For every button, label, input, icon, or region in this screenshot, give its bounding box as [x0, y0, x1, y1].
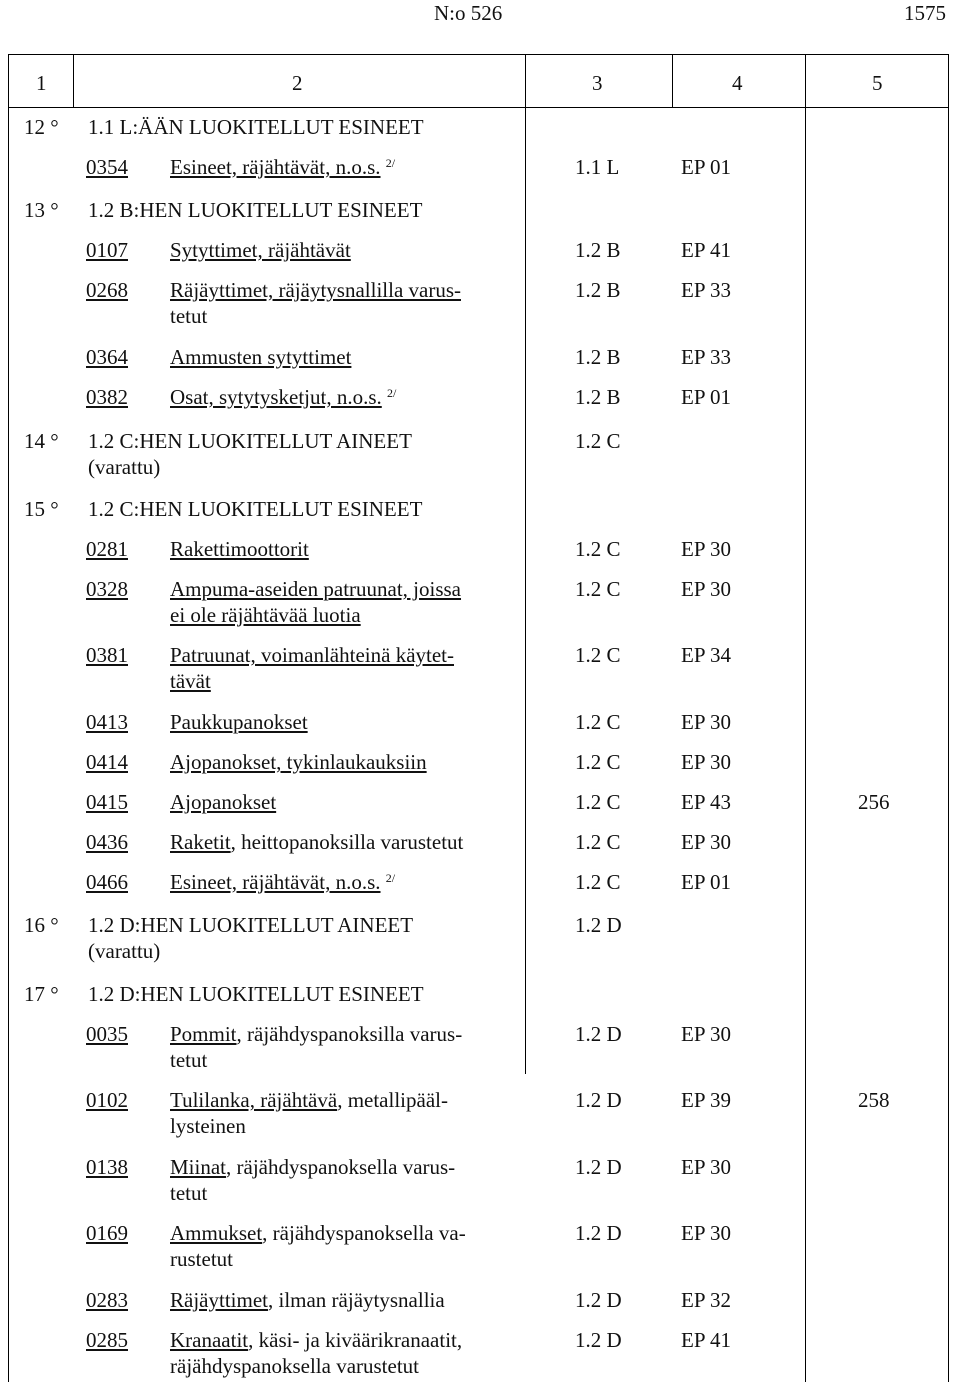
classification-code: 1.2 D: [575, 1221, 622, 1245]
packing-code: EP 30: [681, 1022, 731, 1046]
un-number: 0413: [86, 710, 128, 734]
reference-number: 256: [858, 790, 890, 814]
un-number: 0285: [86, 1328, 128, 1352]
section-class: 1.2 D: [575, 913, 622, 937]
item-description: [170, 536, 314, 562]
classification-code: 1.2 C: [575, 790, 621, 814]
item-description: [170, 277, 466, 303]
item-description-text: Rakettimoottorit: [170, 537, 309, 561]
item-description-text: Osat, sytytysketjut, n.o.s.: [170, 385, 382, 409]
item-description-underlined: Tulilanka, räjähtävä: [170, 1088, 338, 1112]
classification-code: 1.2 C: [575, 710, 621, 734]
item-description-text: Sytyttimet, räjähtävät: [170, 238, 351, 262]
item-description: [170, 709, 313, 735]
item-description: [170, 869, 395, 895]
packing-code: EP 30: [681, 750, 731, 774]
un-number: 0354: [86, 155, 128, 179]
item-description-rest: , räjähdyspanoksella va-: [262, 1221, 466, 1245]
classification-code: 1.2 D: [575, 1288, 622, 1312]
table-frame: [8, 54, 949, 1382]
classification-code: 1.2 C: [575, 537, 621, 561]
section-number: 14 °: [24, 429, 59, 453]
classification-code: 1.2 C: [575, 750, 621, 774]
section-number: 17 °: [24, 982, 59, 1006]
item-description: [170, 1327, 467, 1353]
item-description: [170, 1087, 453, 1113]
un-number: 0436: [86, 830, 128, 854]
un-number: 0283: [86, 1288, 128, 1312]
classification-code: 1.2 C: [575, 643, 621, 667]
un-number: 0415: [86, 790, 128, 814]
packing-code: EP 43: [681, 790, 731, 814]
section-number: 12 °: [24, 115, 59, 139]
item-description: [170, 344, 357, 370]
item-description: [170, 1287, 450, 1313]
classification-code: 1.2 D: [575, 1328, 622, 1352]
page-number: 1575: [904, 1, 946, 25]
section-title: 1.2 C:HEN LUOKITELLUT ESINEET: [88, 497, 423, 521]
item-description-text: Esineet, räjähtävät, n.o.s.: [170, 870, 381, 894]
page-header-left: N:o 526: [434, 1, 503, 25]
item-description-text: Ammusten sytyttimet: [170, 345, 352, 369]
classification-code: 1.2 B: [575, 238, 621, 262]
un-number: 0381: [86, 643, 128, 667]
packing-code: EP 30: [681, 1221, 731, 1245]
footnote-ref: 2/: [385, 871, 396, 885]
section-number: 15 °: [24, 497, 59, 521]
item-description-rest: , räjähdyspanoksella varus-: [226, 1155, 456, 1179]
item-description-cont: tetut: [170, 1048, 208, 1072]
item-description-cont: rustetut: [170, 1247, 233, 1271]
item-description: [170, 789, 281, 815]
col-divider: [73, 54, 74, 107]
un-number: 0102: [86, 1088, 128, 1112]
classification-code: 1.2 C: [575, 830, 621, 854]
item-description: [170, 1154, 460, 1180]
un-number: 0107: [86, 238, 128, 262]
item-description-text: Ampuma-aseiden patruunat, joissa: [170, 577, 462, 601]
packing-code: EP 01: [681, 155, 731, 179]
item-description-cont: tetut: [170, 304, 208, 328]
packing-code: EP 30: [681, 830, 731, 854]
col-divider: [805, 54, 806, 1382]
un-number: 0414: [86, 750, 128, 774]
packing-code: EP 30: [681, 537, 731, 561]
section-title-note: (varattu): [88, 455, 161, 479]
section-number: 16 °: [24, 913, 59, 937]
item-description-underlined: Räjäyttimet: [170, 1288, 268, 1312]
packing-code: EP 34: [681, 643, 731, 667]
col-divider: [525, 54, 526, 1074]
column-header: 2: [292, 71, 303, 95]
footnote-ref: 2/: [385, 156, 396, 170]
item-description-cont: lysteinen: [170, 1114, 246, 1138]
item-description-underlined: Miinat: [170, 1155, 226, 1179]
item-description-cont: tetut: [170, 1181, 208, 1205]
item-description-rest: , metallipääl-: [337, 1088, 448, 1112]
packing-code: EP 01: [681, 385, 731, 409]
column-header: 5: [872, 71, 883, 95]
classification-code: 1.2 C: [575, 870, 621, 894]
section-number: 13 °: [24, 198, 59, 222]
un-number: 0138: [86, 1155, 128, 1179]
section-title: 1.1 L:ÄÄN LUOKITELLUT ESINEET: [88, 115, 424, 139]
packing-code: EP 32: [681, 1288, 731, 1312]
packing-code: EP 30: [681, 577, 731, 601]
un-number: 0382: [86, 385, 128, 409]
classification-code: 1.2 D: [575, 1155, 622, 1179]
section-title: 1.2 D:HEN LUOKITELLUT ESINEET: [88, 982, 424, 1006]
section-title: 1.2 B:HEN LUOKITELLUT ESINEET: [88, 198, 423, 222]
item-description: [170, 576, 466, 602]
item-description-text: Ajopanokset: [170, 790, 277, 814]
item-description-text: Esineet, räjähtävät, n.o.s.: [170, 155, 381, 179]
section-title: 1.2 D:HEN LUOKITELLUT AINEET: [88, 913, 414, 937]
item-description-cont: ei ole räjähtävää luotia: [170, 603, 361, 627]
packing-code: EP 33: [681, 278, 731, 302]
item-description-text: Patruunat, voimanlähteinä käytet-: [170, 643, 454, 667]
item-description-text: Räjäyttimet, räjäytysnallilla varus-: [170, 278, 461, 302]
item-description-underlined: Kranaatit: [170, 1328, 249, 1352]
reference-number: 258: [858, 1088, 890, 1112]
packing-code: EP 33: [681, 345, 731, 369]
item-description-text: Paukkupanokset: [170, 710, 308, 734]
classification-code: 1.2 D: [575, 1022, 622, 1046]
packing-code: EP 30: [681, 1155, 731, 1179]
packing-code: EP 01: [681, 870, 731, 894]
un-number: 0328: [86, 577, 128, 601]
item-description-cont: tävät: [170, 669, 211, 693]
classification-code: 1.2 B: [575, 278, 621, 302]
item-description-underlined: Raketit: [170, 830, 231, 854]
col-divider: [672, 54, 673, 107]
packing-code: EP 41: [681, 1328, 731, 1352]
packing-code: EP 30: [681, 710, 731, 734]
item-description: [170, 1021, 467, 1047]
section-title-note: (varattu): [88, 939, 161, 963]
item-description-underlined: Ammukset: [170, 1221, 263, 1245]
column-header: 3: [592, 71, 603, 95]
classification-code: 1.2 B: [575, 345, 621, 369]
item-description: [170, 749, 432, 775]
classification-code: 1.2 B: [575, 385, 621, 409]
item-description-rest: , ilman räjäytysnallia: [267, 1288, 445, 1312]
item-description-text: Ajopanokset, tykinlaukauksiin: [170, 750, 427, 774]
un-number: 0169: [86, 1221, 128, 1245]
item-description-cont: räjähdyspanoksella varustetut: [170, 1354, 420, 1378]
section-class: 1.2 C: [575, 429, 621, 453]
footnote-ref: 2/: [387, 386, 397, 400]
classification-code: 1.2 D: [575, 1088, 622, 1112]
packing-code: EP 39: [681, 1088, 731, 1112]
un-number: 0364: [86, 345, 128, 369]
packing-code: EP 41: [681, 238, 731, 262]
item-description: [170, 642, 459, 668]
item-description-rest: , räjähdyspanoksilla varus-: [236, 1022, 463, 1046]
item-description: [170, 1220, 471, 1246]
header-rule: [8, 107, 949, 108]
item-description: [170, 237, 356, 263]
item-description: [170, 384, 396, 410]
classification-code: 1.1 L: [575, 155, 620, 179]
item-description: [170, 154, 395, 180]
column-header: 4: [732, 71, 743, 95]
un-number: 0035: [86, 1022, 128, 1046]
classification-code: 1.2 C: [575, 577, 621, 601]
un-number: 0268: [86, 278, 128, 302]
item-description-rest: , käsi- ja kiväärikranaatit,: [248, 1328, 463, 1352]
un-number: 0281: [86, 537, 128, 561]
column-header: 1: [36, 71, 47, 95]
item-description-rest: , heittopanoksilla varustetut: [230, 830, 464, 854]
item-description: [170, 829, 469, 855]
item-description-underlined: Pommit: [170, 1022, 237, 1046]
un-number: 0466: [86, 870, 128, 894]
section-title: 1.2 C:HEN LUOKITELLUT AINEET: [88, 429, 412, 453]
